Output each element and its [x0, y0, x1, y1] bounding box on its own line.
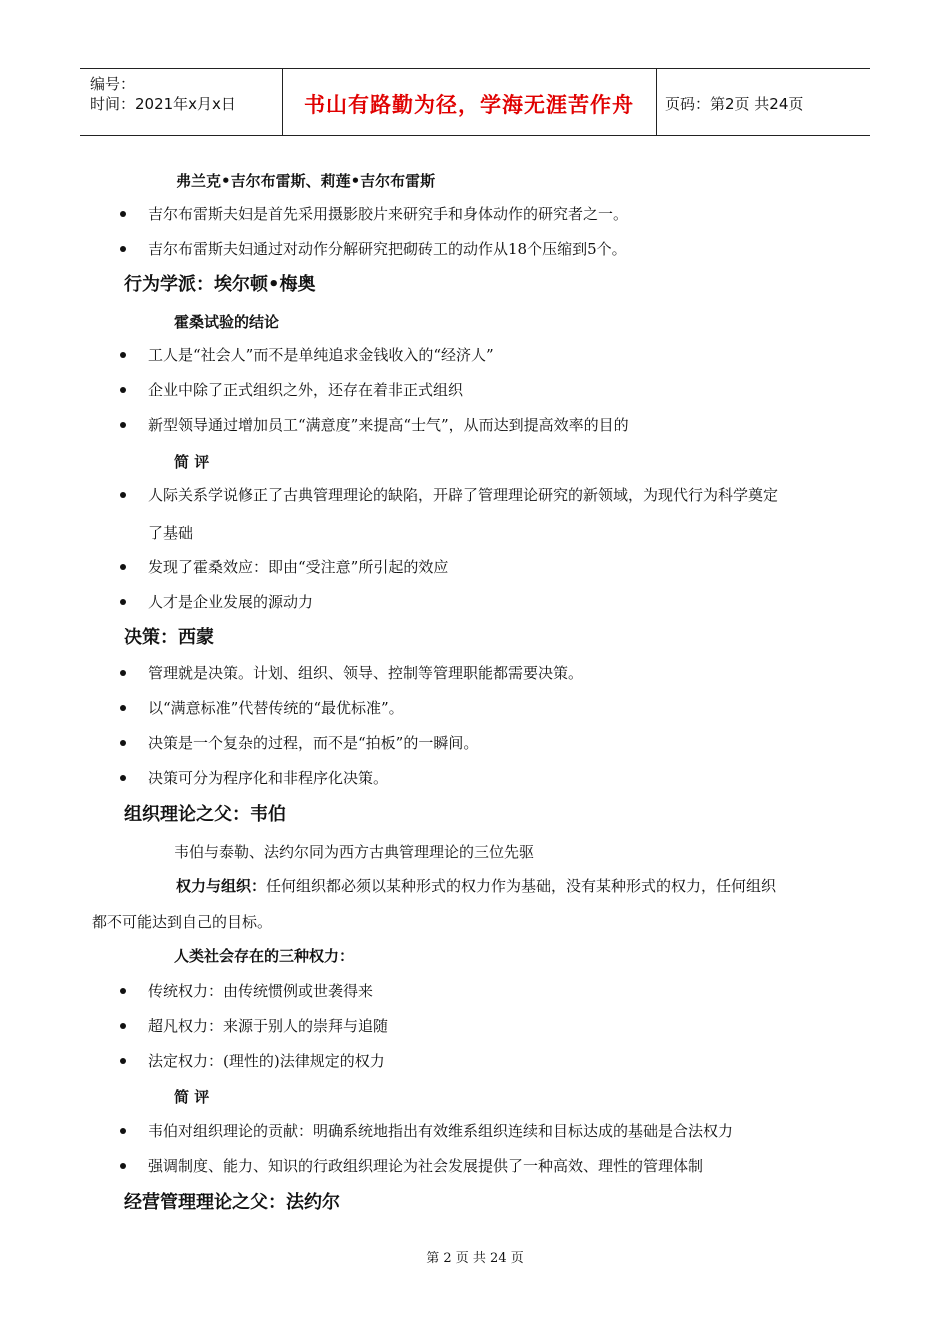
header-divider	[656, 69, 657, 135]
section-subtitle: 霍桑试验的结论	[174, 313, 280, 331]
section-subtitle: 人类社会存在的三种权力：	[174, 947, 355, 965]
bullet-text: 人才是企业发展的源动力	[148, 593, 314, 611]
page-footer: 第 2 页 共 24 页	[426, 1251, 524, 1266]
bullet-text: 强调制度、能力、知识的行政组织理论为社会发展提供了一种高效、理性的管理体制	[148, 1157, 704, 1175]
bullet-icon	[120, 246, 126, 252]
page-header	[80, 68, 870, 136]
section-subtitle: 简 评	[174, 453, 210, 471]
inline-label: 权力与组织：	[176, 877, 267, 895]
header-motto: 书山有路勤为径，学海无涯苦作舟	[304, 93, 634, 117]
page-info: 页码：第2页 共24页	[665, 95, 804, 113]
bullet-icon	[120, 740, 126, 746]
bullet-icon	[120, 988, 126, 994]
bullet-text: 传统权力：由传统惯例或世袭得来	[148, 982, 374, 1000]
bullet-text: 吉尔布雷斯夫妇通过对动作分解研究把砌砖工的动作从18个压缩到5个。	[148, 240, 627, 258]
number-label: 编号：	[90, 75, 136, 93]
section-heading: 决策：西蒙	[124, 627, 214, 648]
paragraph-text	[176, 876, 776, 896]
bullet-text: 新型领导通过增加员工“满意度”来提高“士气”，从而达到提高效率的目的	[148, 416, 629, 434]
bullet-icon	[120, 599, 126, 605]
bullet-icon	[120, 422, 126, 428]
bullet-icon	[120, 1128, 126, 1134]
bullet-icon	[120, 352, 126, 358]
section-subtitle: 简 评	[174, 1088, 210, 1106]
bullet-text: 管理就是决策。计划、组织、领导、控制等管理职能都需要决策。	[148, 664, 584, 682]
inline-text: 任何组织都必须以某种形式的权力作为基础，没有某种形式的权力，任何组织	[266, 877, 777, 895]
bullet-text: 决策可分为程序化和非程序化决策。	[148, 769, 389, 787]
bullet-text: 超凡权力：来源于别人的崇拜与追随	[148, 1017, 389, 1035]
paragraph-text: 韦伯与泰勒、法约尔同为西方古典管理理论的三位先驱	[174, 843, 535, 861]
bullet-text: 以“满意标准”代替传统的“最优标准”。	[148, 699, 404, 717]
section-heading: 行为学派：埃尔顿•梅奥	[124, 274, 316, 295]
bullet-icon	[120, 1023, 126, 1029]
bullet-icon	[120, 670, 126, 676]
bullet-icon	[120, 211, 126, 217]
bullet-text: 法定权力：(理性的)法律规定的权力	[148, 1052, 385, 1070]
bullet-text: 工人是“社会人”而不是单纯追求金钱收入的“经济人”	[148, 346, 494, 364]
bullet-icon	[120, 492, 126, 498]
bullet-text: 发现了霍桑效应：即由“受注意”所引起的效应	[148, 558, 449, 576]
bullet-text: 人际关系学说修正了古典管理理论的缺陷，开辟了管理理论研究的新领域，为现代行为科学奠定	[148, 486, 779, 504]
bullet-text: 企业中除了正式组织之外，还存在着非正式组织	[148, 381, 464, 399]
bullet-icon	[120, 1058, 126, 1064]
date-line: 时间：2021年x月x日	[90, 95, 236, 113]
bullet-text-continued: 了基础	[148, 524, 194, 542]
bullet-icon	[120, 564, 126, 570]
section-heading: 经营管理理论之父：法约尔	[124, 1192, 340, 1213]
section-subtitle: 弗兰克•吉尔布雷斯、莉莲•吉尔布雷斯	[176, 172, 436, 190]
paragraph-text-continued: 都不可能达到自己的目标。	[92, 913, 273, 931]
section-heading: 组织理论之父：韦伯	[124, 804, 286, 825]
bullet-icon	[120, 705, 126, 711]
bullet-icon	[120, 775, 126, 781]
bullet-text: 决策是一个复杂的过程，而不是“拍板”的一瞬间。	[148, 734, 479, 752]
bullet-text: 吉尔布雷斯夫妇是首先采用摄影胶片来研究手和身体动作的研究者之一。	[148, 205, 629, 223]
bullet-text: 韦伯对组织理论的贡献：明确系统地指出有效维系组织连续和目标达成的基础是合法权力	[148, 1122, 734, 1140]
bullet-icon	[120, 387, 126, 393]
bullet-icon	[120, 1163, 126, 1169]
